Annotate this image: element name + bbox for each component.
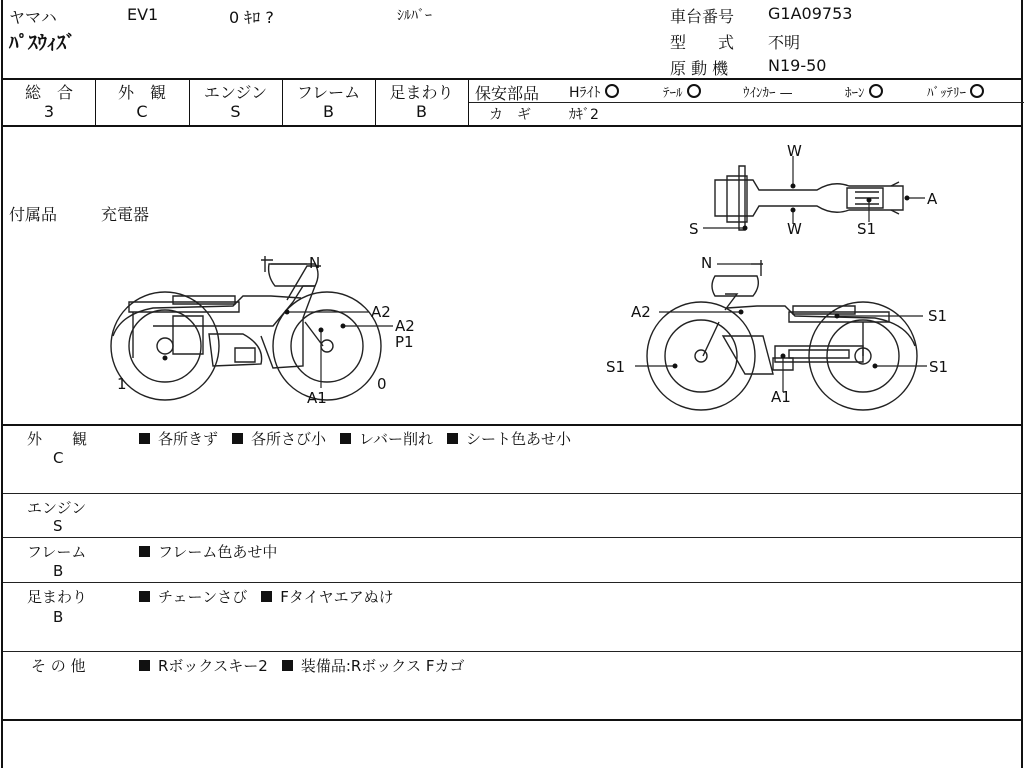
bullet-icon [282, 660, 293, 671]
horn-label: ﾎｰﾝ [845, 86, 865, 101]
ok-circle-icon [605, 84, 619, 98]
label-w-bottom: W [787, 220, 802, 238]
winker-status: — [779, 86, 793, 101]
label-zero: 0 [377, 375, 387, 393]
divider [3, 424, 1021, 426]
label-a2-right: A2 [631, 303, 651, 321]
model-name: ﾊﾟｽｳｨｽﾞ [9, 32, 76, 54]
remark-item: Rボックスキー2 [158, 657, 268, 675]
label-s1-seat: S1 [928, 307, 948, 325]
frame-no-label: 車台番号 [670, 7, 735, 26]
ok-circle-icon [869, 84, 883, 98]
label-a2-left: A2 [371, 303, 391, 321]
accessories-value: 充電器 [101, 205, 150, 224]
remark-other-label: そ の 他 [31, 657, 86, 675]
key-value: ｶｷﾞ2 [569, 107, 599, 123]
remark-item: 各所きず [158, 430, 219, 448]
maker: ヤマハ [9, 8, 57, 27]
safety-winker [743, 82, 793, 101]
bullet-icon [447, 433, 458, 444]
remark-engine-grade: S [53, 517, 63, 535]
divider [3, 719, 1021, 721]
grade-frame-value: B [323, 102, 334, 121]
safety-horn [845, 82, 883, 101]
bullet-icon [139, 546, 150, 557]
winker-label: ｳｲﾝｶｰ [743, 86, 776, 101]
callout-lines [271, 156, 927, 392]
remark-item: チェーンさび [158, 588, 248, 606]
frame-no: G1A09753 [768, 4, 853, 23]
divider [3, 537, 1021, 538]
label-s-top: S [689, 220, 699, 238]
divider [468, 78, 469, 125]
safety-battery [927, 82, 984, 101]
label-s1-top: S1 [857, 220, 877, 238]
bullet-icon [139, 660, 150, 671]
grade-suspension-label: 足まわり [389, 83, 454, 102]
bullet-icon [340, 433, 351, 444]
remark-item: 装備品:Rボックス Fカゴ [300, 657, 465, 675]
divider [468, 102, 1024, 103]
remark-frame-items [139, 541, 291, 562]
grade-exterior-value: C [136, 102, 148, 121]
damage-dots [163, 184, 910, 369]
type-label: 型 式 [670, 33, 735, 52]
label-n-right: N [701, 254, 713, 272]
remark-frame-label: フレーム [27, 543, 87, 561]
remark-item: フレーム色あせ中 [158, 543, 278, 561]
engine-label: 原 動 機 [670, 59, 729, 78]
label-p1-left: P1 [395, 333, 414, 351]
accessories-label: 付属品 [9, 205, 58, 224]
safety-headlight [569, 82, 619, 102]
key-label: カ ギ [489, 107, 531, 123]
remark-other-items [139, 655, 479, 676]
ok-circle-icon [970, 84, 984, 98]
inspection-sheet [1, 0, 1023, 768]
label-n-left: N [309, 254, 321, 272]
remark-engine-label: エンジン [27, 499, 87, 517]
remark-exterior-grade: C [53, 449, 64, 467]
bullet-icon [139, 591, 150, 602]
label-a2b-left: A2 [395, 317, 415, 335]
bullet-icon [232, 433, 243, 444]
model-code: EV1 [127, 5, 159, 24]
grade-overall-label: 総 合 [24, 83, 73, 102]
remark-suspension-items [139, 586, 408, 607]
engine-value: N19-50 [768, 56, 827, 75]
scooter-left-view [111, 256, 381, 400]
label-w-top: W [787, 142, 802, 160]
divider [3, 651, 1021, 652]
grade-suspension-value: B [416, 102, 427, 121]
divider [3, 582, 1021, 583]
safety-tail [663, 82, 701, 101]
ok-circle-icon [687, 84, 701, 98]
remark-exterior-items [139, 428, 585, 449]
label-s1-front: S1 [606, 358, 626, 376]
remark-suspension-label: 足まわり [27, 588, 88, 606]
remark-item: シート色あせ小 [465, 430, 571, 448]
color: ｼﾙﾊﾞｰ [397, 8, 432, 24]
headlight-label: Hﾗｲﾄ [569, 85, 601, 101]
remark-item: 各所さび小 [251, 430, 327, 448]
label-s1-rear: S1 [929, 358, 949, 376]
mileage: 0 ｷﾛ ? [229, 8, 274, 27]
grade-overall-value: 3 [43, 102, 55, 121]
bullet-icon [261, 591, 272, 602]
safety-label: 保安部品 [475, 84, 540, 103]
bullet-icon [139, 433, 150, 444]
label-a1-left: A1 [307, 389, 327, 407]
label-a-top: A [927, 190, 938, 208]
grade-engine-value: S [230, 102, 241, 121]
tail-label: ﾃｰﾙ [663, 86, 683, 101]
label-one: 1 [117, 375, 127, 393]
remark-frame-grade: B [53, 562, 64, 580]
remark-item: Fタイヤエアぬけ [280, 588, 394, 606]
remark-item: レバー削れ [359, 430, 433, 448]
grade-engine-label: エンジン [203, 83, 268, 102]
type-value: 不明 [768, 33, 801, 52]
label-a1-right: A1 [771, 388, 791, 406]
damage-diagram [3, 126, 1023, 422]
divider [3, 493, 1021, 494]
battery-label: ﾊﾞｯﾃﾘｰ [927, 86, 966, 101]
grade-exterior-label: 外 観 [117, 83, 166, 102]
remark-exterior-label: 外 観 [27, 430, 88, 448]
grade-frame-label: フレーム [296, 83, 361, 102]
remark-suspension-grade: B [53, 608, 64, 626]
